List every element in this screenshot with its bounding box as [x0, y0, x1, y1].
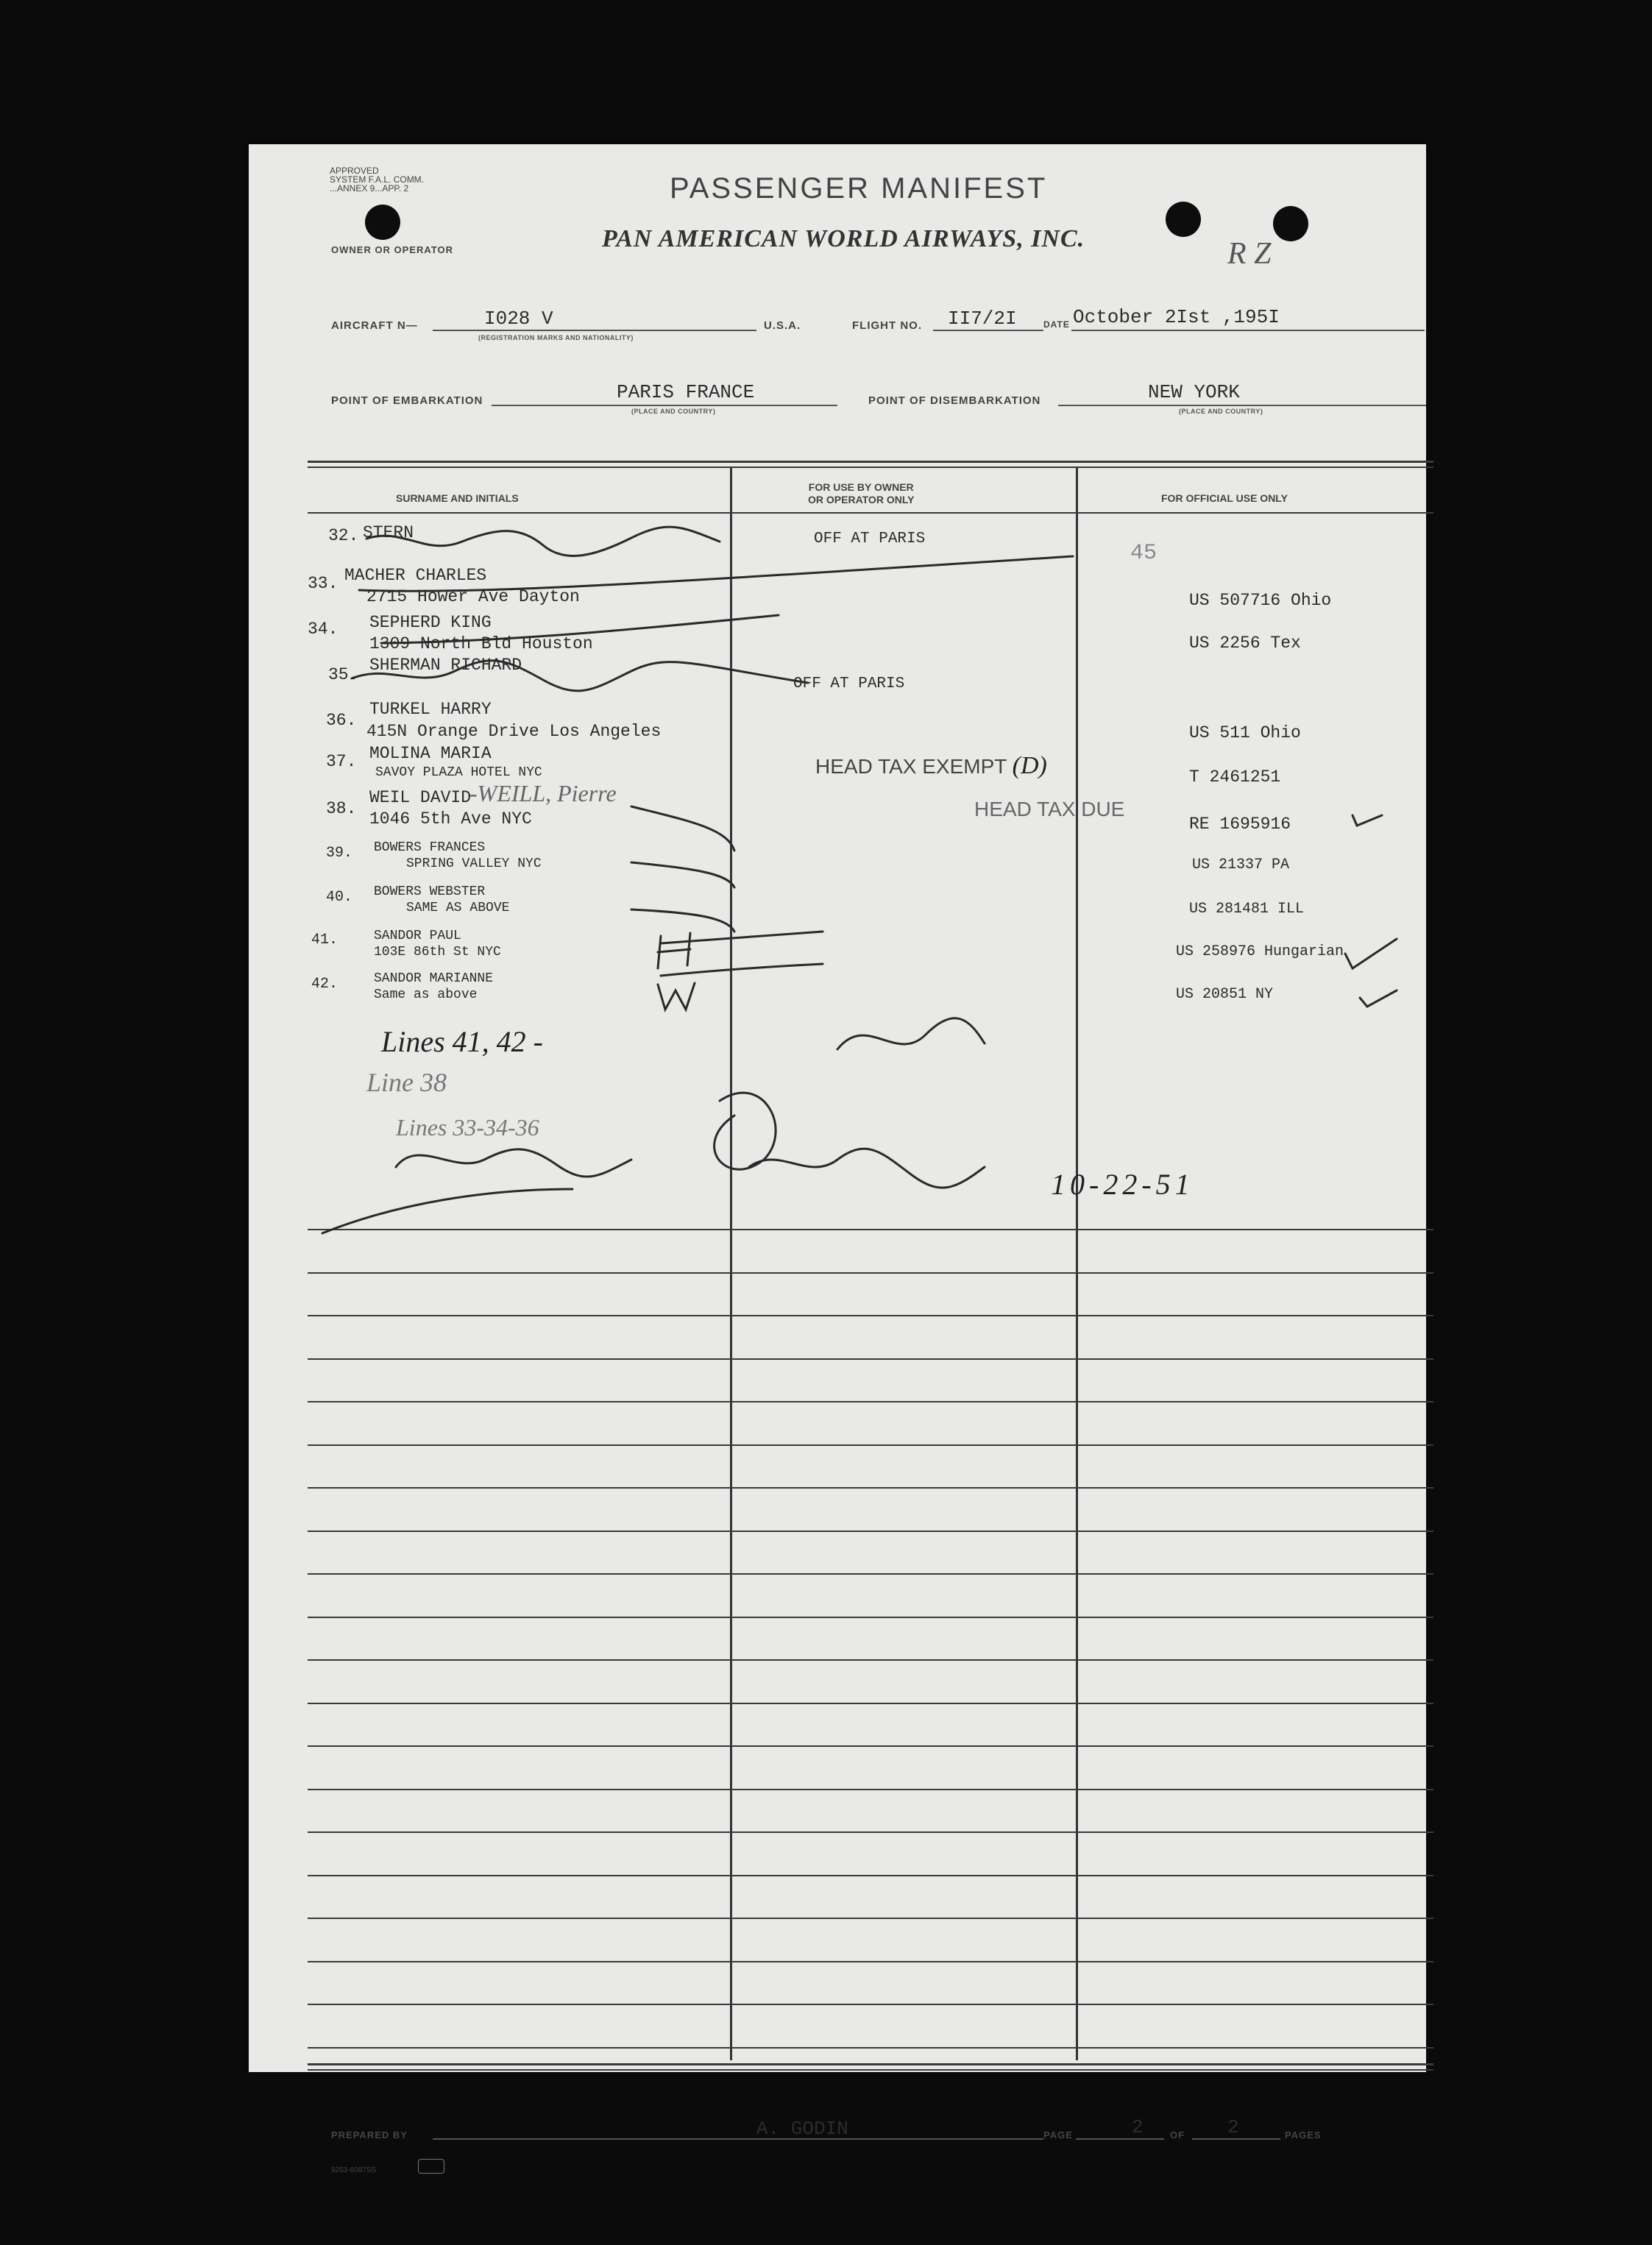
date-value: October 2Ist ,195I — [1073, 306, 1280, 328]
handwriting-strokes — [249, 144, 1426, 2072]
strike-squiggle — [352, 661, 808, 691]
official-note: 45 — [1130, 541, 1158, 566]
passenger-address: 1046 5th Ave NYC — [369, 809, 532, 829]
owner-note: OFF AT PARIS — [814, 531, 926, 547]
official-note: US 511 Ohio — [1189, 723, 1301, 742]
official-note: T 2461251 — [1189, 767, 1281, 787]
row-number: 39. — [326, 845, 353, 862]
passenger-name: MOLINA MARIA — [369, 744, 492, 763]
passenger-name: SANDOR MARIANNE — [374, 971, 494, 986]
official-note: RE 1695916 — [1189, 815, 1291, 834]
initial-w — [658, 983, 695, 1010]
passenger-name: SEPHERD KING — [369, 613, 492, 632]
signature — [749, 1149, 985, 1188]
row-number: 33. — [308, 574, 338, 593]
company-name: PAN AMERICAN WORLD AIRWAYS, INC. — [602, 225, 1085, 252]
of-value: 2 — [1227, 2116, 1239, 2138]
union-label-icon — [418, 2159, 444, 2174]
row-number: 35. — [328, 665, 359, 684]
row-number: 40. — [326, 889, 353, 906]
passenger-name: BOWERS WEBSTER — [374, 884, 486, 899]
usa-label: U.S.A. — [764, 319, 801, 332]
signature — [396, 1149, 631, 1177]
embarkation-sub: (PLACE AND COUNTRY) — [631, 408, 716, 415]
official-tick — [1353, 815, 1382, 826]
surname-header: SURNAME AND INITIALS — [396, 492, 519, 504]
aircraft-sub: (REGISTRATION MARKS AND NATIONALITY) — [478, 334, 634, 341]
strike-line — [381, 615, 779, 643]
row-number: 37. — [326, 752, 357, 771]
passenger-address: 1309 North Bld Houston — [369, 634, 593, 653]
embarkation-value: PARIS FRANCE — [617, 381, 755, 403]
row-number: 34. — [308, 620, 338, 639]
disembarkation-value: NEW YORK — [1148, 381, 1240, 403]
official-tick — [1345, 939, 1397, 968]
signature — [322, 1189, 572, 1233]
official-tick — [1360, 990, 1397, 1007]
row-number: 42. — [311, 976, 338, 993]
row-number: 36. — [326, 711, 357, 730]
page-value: 2 — [1132, 2116, 1144, 2138]
of-label: OF — [1170, 2129, 1185, 2141]
signature — [837, 1018, 985, 1049]
official-note: US 507716 Ohio — [1189, 591, 1332, 610]
flight-value: II7/2I — [948, 308, 1017, 330]
disembarkation-label: POINT OF DISEMBARKATION — [868, 394, 1041, 407]
handwritten-name: -WEILL, Pierre — [469, 780, 617, 806]
passenger-address: SPRING VALLEY NYC — [406, 856, 542, 871]
passenger-name: TURKEL HARRY — [369, 700, 492, 719]
row-number: 32. — [328, 526, 359, 545]
passenger-address: SAVOY PLAZA HOTEL NYC — [375, 765, 542, 780]
passenger-name: BOWERS FRANCES — [374, 840, 486, 855]
official-note: US 258976 Hungarian — [1176, 943, 1344, 960]
approved-line: APPROVED — [330, 166, 379, 176]
manifest-page — [249, 144, 1426, 2174]
prepared-by-value: A. GODIN — [756, 2118, 848, 2140]
initial-h — [658, 933, 690, 968]
owner-note: OFF AT PARIS — [793, 675, 905, 692]
passenger-address: 415N Orange Drive Los Angeles — [366, 722, 662, 741]
strike-line — [359, 556, 1073, 591]
handwritten-date: 10-22-51 — [1051, 1168, 1194, 1201]
passenger-name: STERN — [363, 523, 414, 542]
row-number: 41. — [311, 932, 338, 948]
passenger-address: 2715 Hower Ave Dayton — [366, 587, 580, 606]
handwritten-note: Lines 41, 42 - — [381, 1025, 543, 1058]
aircraft-value: I028 V — [484, 308, 553, 330]
check-mark — [631, 862, 734, 887]
aircraft-label: AIRCRAFT N— — [331, 319, 418, 332]
check-mark — [661, 932, 823, 943]
strike-squiggle — [366, 527, 720, 556]
owner-label: OWNER OR OPERATOR — [331, 244, 454, 255]
approved-line: SYSTEM F.A.L. COMM. — [330, 174, 425, 185]
page-label: PAGE — [1043, 2129, 1073, 2141]
handwritten-note: Line 38 — [366, 1068, 447, 1097]
embarkation-label: POINT OF EMBARKATION — [331, 394, 483, 407]
head-tax-due-stamp: HEAD TAX DUE — [974, 798, 1125, 820]
disembarkation-sub: (PLACE AND COUNTRY) — [1179, 408, 1263, 415]
check-mark — [631, 909, 734, 932]
official-header: FOR OFFICIAL USE ONLY — [1161, 492, 1288, 504]
corner-mark: R Z — [1227, 237, 1272, 271]
stamp-text: HEAD TAX EXEMPT — [815, 755, 1007, 778]
official-note: US 21337 PA — [1192, 856, 1290, 873]
check-mark — [661, 964, 823, 976]
row-number: 38. — [326, 799, 357, 818]
handwritten-note: Lines 33-34-36 — [396, 1114, 539, 1141]
approved-line: ...ANNEX 9...APP. 2 — [330, 183, 409, 194]
official-note: US 281481 ILL — [1189, 901, 1305, 918]
passenger-address: 103E 86th St NYC — [374, 945, 501, 960]
passenger-name: SHERMAN RICHARD — [369, 656, 522, 675]
prepared-by-label: PREPARED BY — [331, 2129, 408, 2141]
passenger-name: WEIL DAVID — [369, 788, 472, 807]
pages-label: PAGES — [1285, 2129, 1322, 2141]
check-mark — [631, 806, 734, 851]
page-title: PASSENGER MANIFEST — [670, 172, 1048, 205]
passenger-name: MACHER CHARLES — [344, 566, 487, 585]
form-number: 9253-6087SS — [331, 2166, 377, 2174]
flight-label: FLIGHT NO. — [852, 319, 922, 332]
passenger-name: SANDOR PAUL — [374, 929, 461, 943]
official-note: US 20851 NY — [1176, 986, 1274, 1003]
passenger-address: SAME AS ABOVE — [406, 901, 510, 915]
owner-use-header: FOR USE BY OWNER OR OPERATOR ONLY — [808, 481, 915, 506]
passenger-address: Same as above — [374, 987, 478, 1002]
date-label: DATE — [1043, 319, 1070, 330]
signature — [715, 1093, 776, 1169]
stamp-mark: (D) — [1012, 752, 1047, 779]
official-note: US 2256 Tex — [1189, 634, 1301, 653]
